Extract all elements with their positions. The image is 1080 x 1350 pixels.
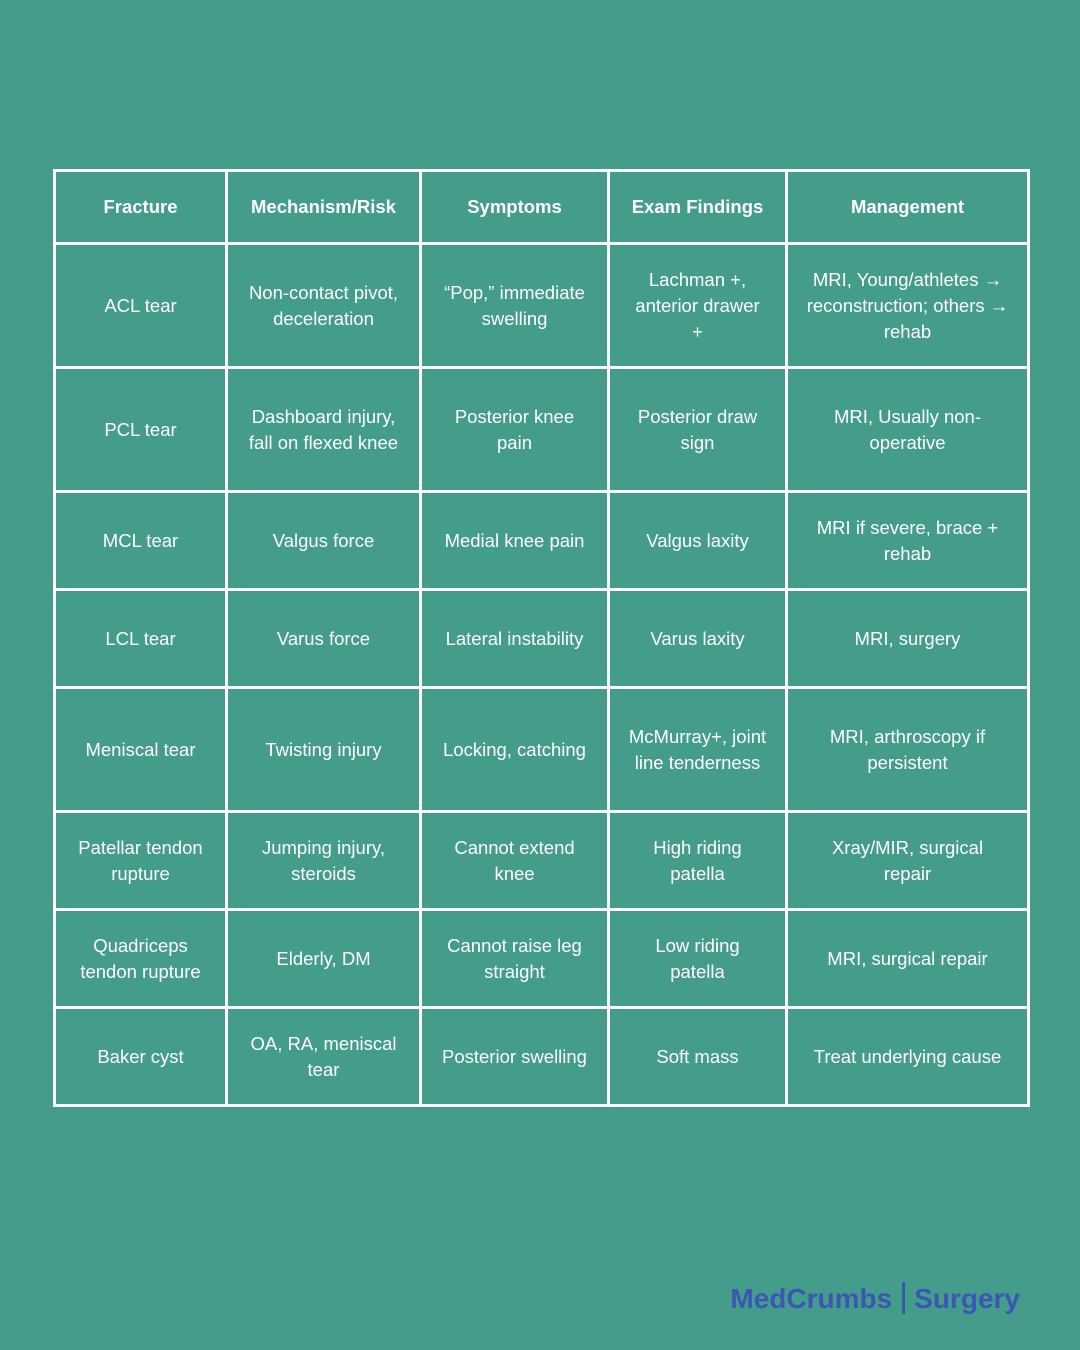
table-cell: Non-contact pivot, deceleration bbox=[227, 244, 421, 368]
table-cell: Posterior knee pain bbox=[421, 368, 609, 492]
table-cell: McMurray+, joint line tenderness bbox=[609, 688, 787, 812]
header-mechanism-risk: Mechanism/Risk bbox=[227, 171, 421, 244]
table-cell: High riding patella bbox=[609, 812, 787, 910]
brand-footer bbox=[730, 1282, 1020, 1315]
header-fracture: Fracture bbox=[55, 171, 227, 244]
table-row bbox=[55, 688, 1029, 812]
brand-section: Surgery bbox=[914, 1283, 1020, 1314]
table-cell: LCL tear bbox=[55, 590, 227, 688]
table-row bbox=[55, 1008, 1029, 1106]
comparison-table-container bbox=[53, 169, 1027, 1107]
table-cell: Cannot raise leg straight bbox=[421, 910, 609, 1008]
table-cell: Soft mass bbox=[609, 1008, 787, 1106]
table-row bbox=[55, 812, 1029, 910]
table-cell: Varus force bbox=[227, 590, 421, 688]
table-cell: ACL tear bbox=[55, 244, 227, 368]
table-cell: MRI, surgical repair bbox=[787, 910, 1029, 1008]
table-cell: Valgus laxity bbox=[609, 492, 787, 590]
table-cell: MRI, Young/athletes → reconstruction; others → rehab bbox=[787, 244, 1029, 368]
table-cell: Patellar tendon rupture bbox=[55, 812, 227, 910]
table-cell: “Pop,” immediate swelling bbox=[421, 244, 609, 368]
table-cell: Baker cyst bbox=[55, 1008, 227, 1106]
knee-injury-table bbox=[53, 169, 1030, 1107]
table-cell: Treat underlying cause bbox=[787, 1008, 1029, 1106]
table-cell: Jumping injury, steroids bbox=[227, 812, 421, 910]
table-cell: Dashboard injury, fall on flexed knee bbox=[227, 368, 421, 492]
table-cell: OA, RA, meniscal tear bbox=[227, 1008, 421, 1106]
table-cell: Elderly, DM bbox=[227, 910, 421, 1008]
table-row bbox=[55, 368, 1029, 492]
table-header-row bbox=[55, 171, 1029, 244]
table-cell: MCL tear bbox=[55, 492, 227, 590]
table-cell: Posterior swelling bbox=[421, 1008, 609, 1106]
table-cell: Low riding patella bbox=[609, 910, 787, 1008]
table-row bbox=[55, 492, 1029, 590]
table-cell: PCL tear bbox=[55, 368, 227, 492]
table-row bbox=[55, 244, 1029, 368]
table-cell: MRI, Usually non-operative bbox=[787, 368, 1029, 492]
table-cell: Medial knee pain bbox=[421, 492, 609, 590]
table-cell: Lateral instability bbox=[421, 590, 609, 688]
table-cell: MRI, surgery bbox=[787, 590, 1029, 688]
table-cell: Lachman +, anterior drawer + bbox=[609, 244, 787, 368]
table-cell: Valgus force bbox=[227, 492, 421, 590]
header-exam-findings: Exam Findings bbox=[609, 171, 787, 244]
table-row bbox=[55, 910, 1029, 1008]
table-cell: Quadriceps tendon rupture bbox=[55, 910, 227, 1008]
table-cell: MRI, arthroscopy if persistent bbox=[787, 688, 1029, 812]
table-cell: Cannot extend knee bbox=[421, 812, 609, 910]
table-cell: Twisting injury bbox=[227, 688, 421, 812]
brand-divider bbox=[902, 1282, 905, 1314]
table-cell: Meniscal tear bbox=[55, 688, 227, 812]
table-cell: Locking, catching bbox=[421, 688, 609, 812]
table-cell: MRI if severe, brace + rehab bbox=[787, 492, 1029, 590]
table-row bbox=[55, 590, 1029, 688]
table-cell: Varus laxity bbox=[609, 590, 787, 688]
header-management: Management bbox=[787, 171, 1029, 244]
header-symptoms: Symptoms bbox=[421, 171, 609, 244]
table-cell: Xray/MIR, surgical repair bbox=[787, 812, 1029, 910]
brand-name: MedCrumbs bbox=[730, 1283, 893, 1314]
table-cell: Posterior draw sign bbox=[609, 368, 787, 492]
